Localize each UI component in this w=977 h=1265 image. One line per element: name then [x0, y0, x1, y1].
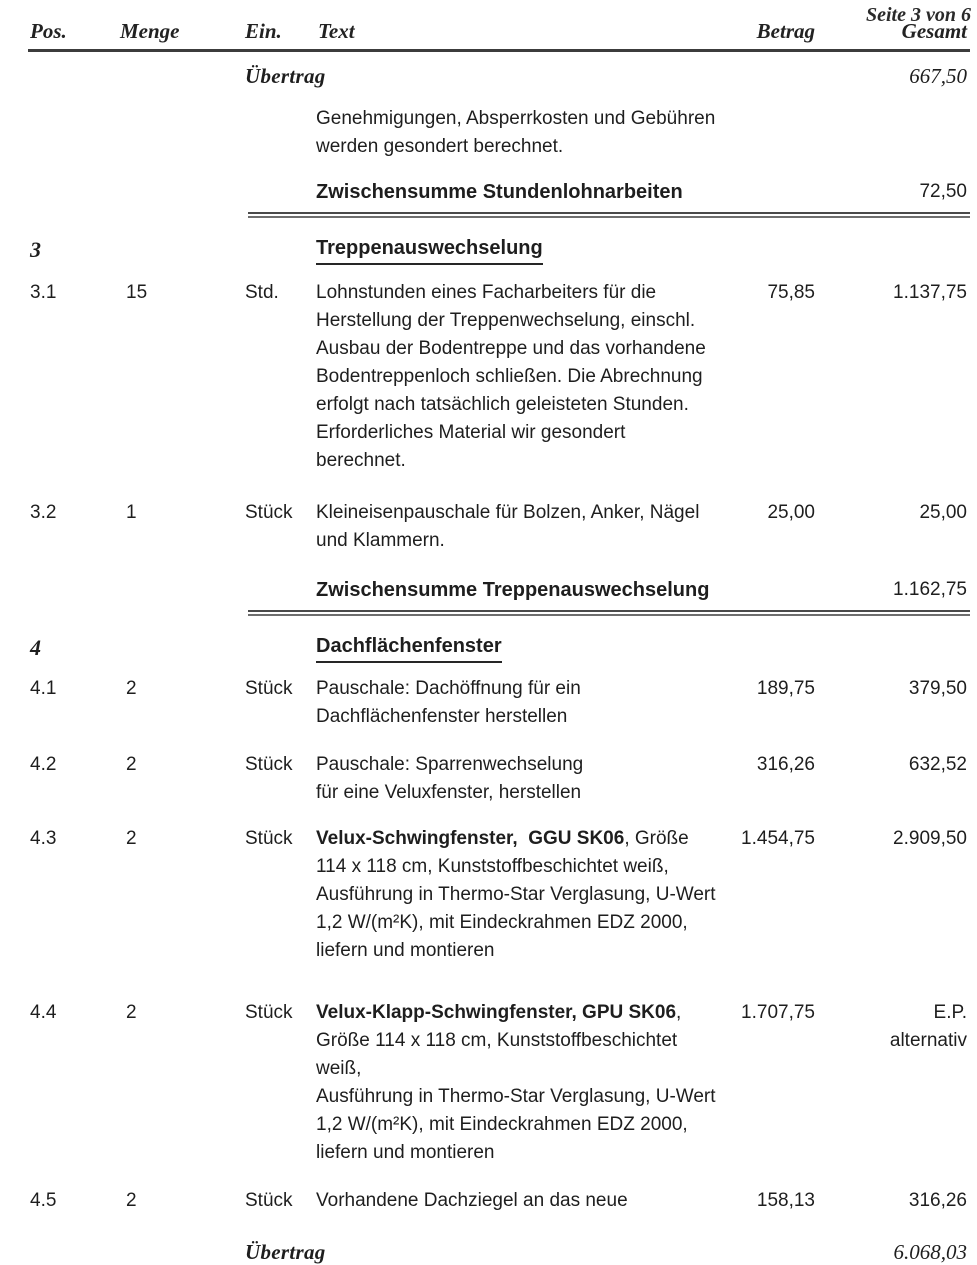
text-line: Lohnstunden eines Facharbeiters für die [316, 282, 657, 303]
text-line: 1,2 W/(m²K), mit Eindeckrahmen EDZ 2000, [316, 912, 688, 933]
subtotal-label: Zwischensumme Treppenauswechselung [316, 579, 710, 601]
column-header-text: Text [318, 19, 355, 43]
cell-gesamt: 1.137,75 [893, 282, 967, 303]
note-line: werden gesondert berechnet. [316, 136, 564, 157]
cell-ein: Stück [245, 754, 293, 775]
cell-menge: 1 [126, 502, 137, 523]
column-header-betrag: Betrag [756, 19, 815, 43]
column-header-gesamt: Gesamt [901, 19, 967, 43]
line-item-row [0, 1187, 977, 1215]
cell-gesamt: 632,52 [908, 754, 967, 775]
subtotal-divider-rule [248, 212, 970, 218]
text-line [316, 999, 716, 1027]
line-item-row [0, 499, 977, 555]
cell-pos: 4.1 [30, 678, 57, 699]
cell-text [316, 499, 716, 555]
cell-pos: 4.2 [30, 754, 57, 775]
cell-text [316, 825, 716, 965]
cell-betrag: 1.454,75 [741, 828, 815, 849]
line-item-row [0, 825, 977, 965]
page-number: Seite 3 von 6 [866, 4, 971, 26]
cell-text [316, 751, 716, 807]
text-line: Größe 114 x 118 cm, Kunststoffbeschichtet weiß, [316, 1030, 683, 1079]
text-line: Dachflächenfenster herstellen [316, 706, 568, 727]
cell-menge: 2 [126, 828, 137, 849]
note-text [316, 105, 967, 161]
line-item-row [0, 279, 977, 475]
text-line: Ausbau der Bodentreppe und das vorhandene [316, 338, 706, 359]
cell-text [316, 999, 716, 1167]
cell-betrag: 1.707,75 [741, 1002, 815, 1023]
carry-forward-row [0, 63, 977, 89]
cell-ein: Stück [245, 502, 293, 523]
section-title: Dachflächenfenster [316, 634, 502, 663]
section-number: 4 [30, 635, 41, 660]
cell-betrag: 189,75 [756, 678, 815, 699]
text-line: für eine Veluxfenster, herstellen [316, 782, 582, 803]
table-body [0, 63, 977, 1265]
text-line: erfolgt nach tatsächlich geleisteten Stunden. [316, 394, 689, 415]
section-heading-row [0, 634, 977, 663]
text-line [316, 825, 716, 853]
carry-forward-value: 667,50 [909, 64, 967, 88]
section-heading-row [0, 236, 977, 265]
text-line: liefern und montieren [316, 1142, 495, 1163]
cell-gesamt: 316,26 [908, 1190, 967, 1211]
text-bold-lead: Velux-Klapp-Schwingfenster, GPU SK06 [316, 1002, 677, 1023]
text-line: 1,2 W/(m²K), mit Eindeckrahmen EDZ 2000, [316, 1114, 688, 1135]
cell-ein: Stück [245, 678, 293, 699]
cell-ein: Std. [245, 282, 279, 303]
text-line: 114 x 118 cm, Kunststoffbeschichtet weiß, [316, 856, 669, 877]
cell-betrag: 158,13 [756, 1190, 815, 1211]
subtotal-value: 72,50 [919, 181, 967, 202]
cell-menge: 2 [126, 678, 137, 699]
cell-ein: Stück [245, 828, 293, 849]
subtotal-row [0, 577, 977, 603]
cell-gesamt: 379,50 [908, 678, 967, 699]
subtotal-label: Zwischensumme Stundenlohnarbeiten [316, 181, 683, 203]
text-line: Pauschale: Sparrenwechselung [316, 754, 584, 775]
column-header-ein: Ein. [245, 19, 282, 43]
text-lead-rest: , Größe [624, 828, 689, 849]
table-header-row [0, 18, 977, 44]
cell-betrag: 25,00 [767, 502, 815, 523]
cell-text [316, 279, 716, 475]
document-page [0, 4, 977, 1264]
text-line: Kleineisenpauschale für Bolzen, Anker, Nägel [316, 502, 700, 523]
cell-pos: 3.1 [30, 282, 57, 303]
carry-forward-label: Übertrag [245, 64, 326, 88]
cell-betrag: 316,26 [756, 754, 815, 775]
line-item-row [0, 675, 977, 731]
column-header-pos: Pos. [30, 19, 67, 43]
carry-forward-label: Übertrag [245, 1240, 326, 1264]
carry-forward-row [0, 1239, 977, 1265]
cell-betrag: 75,85 [767, 282, 815, 303]
text-line: Vorhandene Dachziegel an das neue [316, 1190, 628, 1211]
cell-text [316, 1187, 716, 1215]
cell-gesamt: 2.909,50 [893, 828, 967, 849]
text-line: Ausführung in Thermo-Star Verglasung, U-Wert [316, 884, 716, 905]
text-line: Pauschale: Dachöffnung für ein [316, 678, 581, 699]
carry-forward-value: 6.068,03 [893, 1240, 967, 1264]
text-line: Bodentreppenloch schließen. Die Abrechnung [316, 366, 703, 387]
cell-menge: 2 [126, 1002, 137, 1023]
text-lead-rest: , [676, 1002, 682, 1023]
header-divider-rule [28, 49, 970, 52]
cell-pos: 4.5 [30, 1190, 57, 1211]
text-line: Herstellung der Treppenwechselung, einschl. [316, 310, 696, 331]
text-line: Erforderliches Material wir gesondert berechnet. [316, 422, 631, 471]
subtotal-block [0, 577, 977, 616]
gesamt-line: alternativ [889, 1030, 967, 1051]
cell-pos: 4.3 [30, 828, 57, 849]
line-item-row [0, 999, 977, 1167]
text-line: liefern und montieren [316, 940, 495, 961]
text-bold-lead: Velux-Schwingfenster, GGU SK06 [316, 828, 625, 849]
text-line: Ausführung in Thermo-Star Verglasung, U-Wert [316, 1086, 716, 1107]
cell-menge: 2 [126, 1190, 137, 1211]
subtotal-row [0, 179, 977, 205]
cell-menge: 2 [126, 754, 137, 775]
section-title: Treppenauswechselung [316, 236, 543, 265]
note-line: Genehmigungen, Absperrkosten und Gebühren [316, 108, 716, 129]
subtotal-value: 1.162,75 [893, 579, 967, 600]
section-number: 3 [30, 237, 41, 262]
cell-pos: 4.4 [30, 1002, 57, 1023]
cell-text [316, 675, 716, 731]
note-row [0, 105, 977, 161]
text-line: und Klammern. [316, 530, 445, 551]
gesamt-line: E.P. [933, 1002, 967, 1023]
cell-gesamt: 25,00 [919, 502, 967, 523]
cell-gesamt [815, 999, 967, 1055]
cell-ein: Stück [245, 1190, 293, 1211]
subtotal-divider-rule [248, 610, 970, 616]
cell-ein: Stück [245, 1002, 293, 1023]
line-item-row [0, 751, 977, 807]
cell-menge: 15 [126, 282, 148, 303]
cell-pos: 3.2 [30, 502, 57, 523]
subtotal-block [0, 179, 977, 218]
column-header-menge: Menge [120, 19, 180, 43]
